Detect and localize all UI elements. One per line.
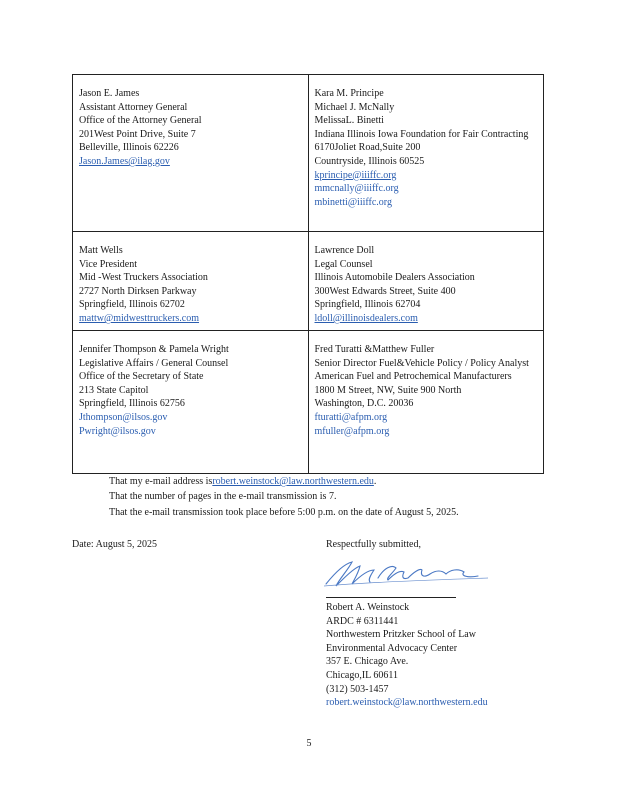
name-line: Lawrence Doll — [314, 245, 375, 256]
address-line: 1800 M Street, NW, Suite 900 North — [314, 384, 462, 396]
closing-line: Respectfully submitted, — [326, 539, 421, 550]
signer-city: Chicago,IL 60611 — [326, 669, 399, 681]
signer-org: Northwestern Pritzker School of Law — [326, 629, 476, 641]
signer-email-link[interactable]: robert.weinstock@law.northwestern.edu — [326, 697, 488, 709]
time-statement: That the e-mail transmission took place before 5:00 p.m. on the date of August 5, 2025. — [109, 507, 459, 518]
service-cell — [308, 75, 544, 232]
signer-dept: Environmental Advocacy Center — [326, 642, 458, 654]
email-link[interactable]: mmcnally@iiiffc.org — [314, 183, 399, 195]
signer-phone: (312) 503-1457 — [326, 683, 389, 695]
address-line: 201West Point Drive, Suite 7 — [79, 128, 196, 140]
table-row — [73, 331, 544, 474]
city-line: Washington, D.C. 20036 — [314, 398, 414, 410]
address-line: 300West Edwards Street, Suite 400 — [314, 285, 456, 297]
email-link[interactable]: mbinetti@iiiffc.org — [314, 196, 392, 208]
email-statement — [109, 476, 376, 487]
service-cell — [73, 331, 309, 474]
name-line: Jason E. James — [79, 88, 140, 99]
email-link[interactable]: ldoll@illinoisdealers.com — [314, 312, 418, 324]
page-number: 5 — [306, 738, 312, 749]
org-line: Office of the Attorney General — [79, 115, 202, 127]
sender-email-link[interactable]: robert.weinstock@law.northwestern.edu — [212, 476, 374, 487]
date-line: Date: August 5, 2025 — [72, 539, 157, 550]
service-cell — [73, 75, 309, 232]
service-cell — [73, 232, 309, 331]
city-line: Springfield, Illinois 62756 — [79, 398, 185, 410]
signature-image — [322, 556, 492, 590]
name-line: Kara M. Principe — [314, 88, 384, 99]
name-line: Jennifer Thompson & Pamela Wright — [79, 344, 229, 355]
signer-ardc: ARDC # 6311441 — [326, 615, 399, 627]
title-line: Assistant Attorney General — [79, 101, 188, 113]
address-line: 6170Joliet Road,Suite 200 — [314, 142, 421, 154]
org-line: Illinois Automobile Dealers Association — [314, 272, 475, 284]
name-line: Matt Wells — [79, 245, 123, 256]
title-line: Legal Counsel — [314, 258, 373, 270]
city-line: Springfield, Illinois 62702 — [79, 299, 185, 311]
org-line: Indiana Illinois Iowa Foundation for Fair Contracting — [314, 128, 529, 140]
signer-address: 357 E. Chicago Ave. — [326, 656, 409, 668]
signer-name: Robert A. Weinstock — [326, 602, 410, 613]
name-line: MelissaL. Binetti — [314, 115, 384, 127]
org-line: Mid -West Truckers Association — [79, 272, 208, 284]
address-line: 2727 North Dirksen Parkway — [79, 285, 197, 297]
email-statement-text: That my e-mail address is — [109, 476, 213, 487]
signature-rule — [326, 597, 456, 598]
email-link[interactable]: mattw@midwesttruckers.com — [79, 312, 200, 324]
email-link[interactable]: Pwright@ilsos.gov — [79, 425, 156, 437]
title-line: Senior Director Fuel&Vehicle Policy / Policy Analyst — [314, 357, 529, 369]
org-line: Office of the Secretary of State — [79, 371, 204, 383]
name-line: Fred Turatti &Matthew Fuller — [314, 344, 435, 355]
service-list-table — [72, 74, 544, 474]
email-statement-suffix: . — [373, 476, 377, 487]
name-line: Michael J. McNally — [314, 101, 395, 113]
service-cell — [308, 331, 544, 474]
city-line: Springfield, Illinois 62704 — [314, 299, 421, 311]
email-link[interactable]: fturatti@afpm.org — [314, 411, 388, 423]
email-link[interactable]: Jthompson@ilsos.gov — [79, 411, 168, 423]
pages-statement: That the number of pages in the e-mail transmission is 7. — [109, 491, 337, 502]
city-line: Belleville, Illinois 62226 — [79, 142, 179, 154]
address-line: 213 State Capitol — [79, 384, 149, 396]
org-line: American Fuel and Petrochemical Manufacturers — [314, 371, 512, 383]
title-line: Legislative Affairs / General Counsel — [79, 357, 229, 369]
city-line: Countryside, Illinois 60525 — [314, 155, 425, 167]
email-link[interactable]: Jason.James@ilag.gov — [79, 155, 170, 167]
table-row — [73, 232, 544, 331]
signature-block — [326, 601, 488, 710]
email-link[interactable]: mfuller@afpm.org — [314, 425, 390, 437]
service-cell — [308, 232, 544, 331]
table-row — [73, 75, 544, 232]
email-link[interactable]: kprincipe@iiiffc.org — [314, 169, 397, 181]
title-line: Vice President — [79, 258, 137, 270]
